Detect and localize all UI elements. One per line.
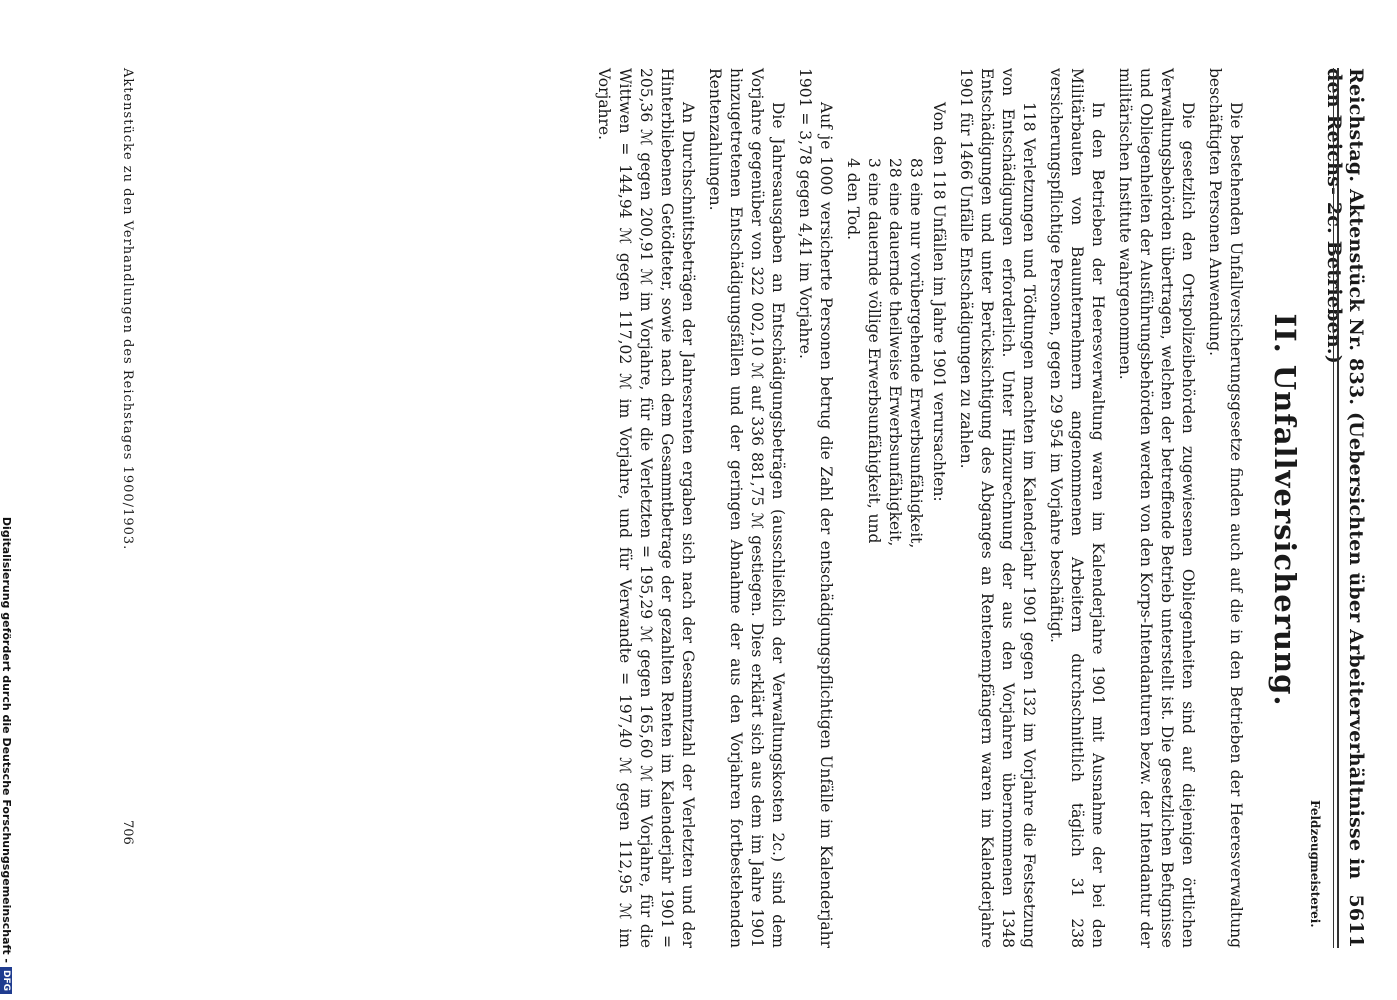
paragraph-2: Die gesetzlich den Ortspolizeibehörden zugewiesenen Obliegenheiten sind auf diejenigen örtlichen Verwaltungsbehörden übertragen, welchen der betreffende Betrieb unterstellt ist. Die gesetzlichen Befugnisse und Obliegenheiten der Ausführungsbehörden werden von den Korps-Intendanturen bezw. der Intendantur der militärischen Institute wahrgenommen. bbox=[1116, 68, 1197, 948]
accident-list bbox=[842, 158, 926, 948]
paragraph-3: In den Betrieben der Heeresverwaltung waren im Kalenderjahre 1901 mit Ausnahme der bei den Militärbauten von Bauunternehmern angenommenen Arbeitern durchschnittlich täglich 31 238 versicherungspflichtige Personen, gegen 29 954 im Vorjahre beschäftigt. bbox=[1047, 68, 1107, 948]
digitization-text: Digitalisierung gefördert durch die Deutsche Forschungsgemeinschaft - bbox=[0, 516, 13, 963]
paragraph-5: Von den 118 Unfällen im Jahre 1901 verursachten: bbox=[930, 102, 948, 502]
header-rule bbox=[1333, 68, 1339, 948]
dfg-logo: DFG bbox=[1, 967, 13, 994]
paragraph-6: Auf je 1000 versicherte Personen betrug die Zahl der entschädigungspflichtigen Unfälle im Kalenderjahr 1901 = 3,78 gegen 4,41 im Vorjahre. bbox=[796, 68, 835, 948]
body-text bbox=[593, 68, 1252, 948]
section-label: Feldzeugmeisterei. bbox=[1308, 800, 1322, 928]
list-item: 83 eine nur vorübergehende Erwerbsunfähigkeit, bbox=[907, 158, 925, 549]
page-header bbox=[1323, 68, 1367, 948]
list-item: 3 eine dauernde völlige Erwerbsunfähigkeit, und bbox=[865, 158, 883, 544]
page-number: 5611 bbox=[1345, 894, 1367, 948]
footer-page-number: 706 bbox=[120, 820, 135, 845]
digitization-note bbox=[0, 0, 13, 1000]
list-item: 4 den Tod. bbox=[844, 158, 862, 241]
paragraph-8: An Durchschnittsbeträgen der Jahresrenten ergaben sich nach der Gesammtzahl der Verletzten und der Hinterbliebenen Getödteter, sowie nach dem Gesammtbetrage der gezahlten Renten im Kalenderjahr 1901 = 205,36 ℳ gegen 200,91 ℳ im Vorjahre, für die Verletzten = 195,29 ℳ gegen 165,60 ℳ im Vorjahre, für die Wittwen = 144,94 ℳ gegen 117,02 ℳ im Vorjahre, und für Verwandte = 197,40 ℳ gegen 112,95 ℳ im Vorjahre. bbox=[595, 68, 697, 948]
paragraph-4: 118 Verletzungen und Tödtungen machten im Kalenderjahr 1901 gegen 132 im Vorjahre die Festsetzung von Entschädigungen erforderlich. Unter Hinzurechnung der aus den Vorjahren übernommenen 1348 Entschädigungen und unter Berücksichtigung des Abganges an Rentenempfängern waren im Kalenderjahre 1901 für 1466 Unfälle Entschädigungen zu zahlen. bbox=[957, 68, 1038, 948]
list-item: 28 eine dauernde theilweise Erwerbsunfähigkeit, bbox=[886, 158, 904, 547]
header-title: Reichstag. Aktenstück Nr. 833. (Uebersichten über Arbeiterverhältnisse in den Reichs- 2c. Betrieben.) bbox=[1323, 68, 1367, 880]
section-title: II. Unfallversicherung. bbox=[1268, 313, 1302, 707]
footer-source: Aktenstücke zu den Verhandlungen des Reichstages 1900/1903. bbox=[120, 68, 135, 551]
paragraph-7: Die Jahresausgaben an Entschädigungsbeträgen (ausschließlich der Verwaltungskosten 2c.) sind dem Vorjahre gegenüber von 322 002,10 ℳ auf 336 881,75 ℳ gestiegen. Dies erklärt sich aus dem im Jahre 1901 hinzugetretenen Entschädigungsfällen und der geringen Abnahme der aus den Vorjahren fortbestehenden Rentenzahlungen. bbox=[706, 68, 787, 948]
paragraph-1: Die bestehenden Unfallversicherungsgesetze finden auch auf die in den Betrieben der Heeresverwaltung beschäftigten Personen Anwendung. bbox=[1206, 68, 1245, 948]
